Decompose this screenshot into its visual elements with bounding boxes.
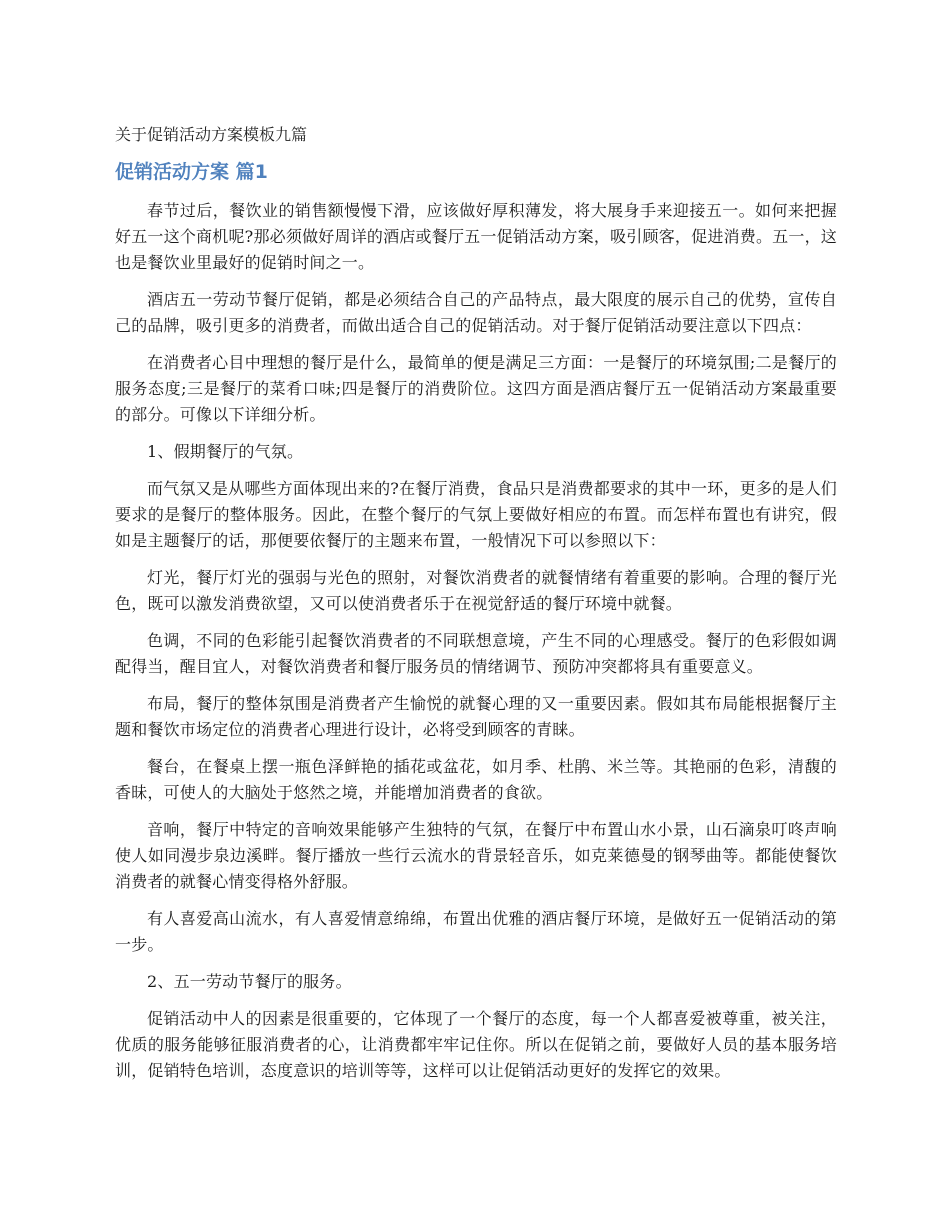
list-heading: 1、假期餐厅的气氛。 [147, 442, 304, 461]
paragraph: 促销活动中人的因素是很重要的，它体现了一个餐厅的态度，每一个人都喜爱被尊重，被关注，优质的服务能够征服消费者的心，让消费都牢牢记住你。所以在促销之前，要做好人员的基本服务培训，促销特色培训，态度意识的培训等等，这样可以让促销活动更好的发挥它的效果。 [115, 1009, 837, 1080]
section-heading-main: 促销活动方案 [115, 161, 230, 183]
paragraph: 色调，不同的色彩能引起餐饮消费者的不同联想意境，产生不同的心理感受。餐厅的色彩假如调配得当，醒目宜人，对餐饮消费者和餐厅服务员的情绪调节、预防冲突都将具有重要意义。 [115, 631, 837, 676]
document-page [115, 122, 837, 1095]
paragraph: 有人喜爱高山流水，有人喜爱情意绵绵，布置出优雅的酒店餐厅环境，是做好五一促销活动的第一步。 [115, 909, 837, 954]
paragraph: 餐台，在餐桌上摆一瓶色泽鲜艳的插花或盆花，如月季、杜鹃、米兰等。其艳丽的色彩，清馥的香昧，可使人的大脑处于悠然之境，并能增加消费者的食欲。 [115, 757, 837, 802]
section-heading-number: 篇1 [235, 161, 268, 183]
list-heading: 2、五一劳动节餐厅的服务。 [147, 972, 352, 991]
paragraph: 布局，餐厅的整体氛围是消费者产生愉悦的就餐心理的又一重要因素。假如其布局能根据餐厅主题和餐饮市场定位的消费者心理进行设计，必将受到顾客的青睐。 [115, 694, 837, 739]
paragraph: 音响，餐厅中特定的音响效果能够产生独特的气氛，在餐厅中布置山水小景，山石滴泉叮咚声响使人如同漫步泉边溪畔。餐厅播放一些行云流水的背景轻音乐，如克莱德曼的钢琴曲等。都能使餐饮消费者的就餐心情变得格外舒服。 [115, 820, 837, 891]
paragraph: 春节过后，餐饮业的销售额慢慢下滑，应该做好厚积薄发，将大展身手来迎接五一。如何来把握好五一这个商机呢?那必须做好周详的酒店或餐厅五一促销活动方案，吸引顾客，促进消费。五一，这也是餐饮业里最好的促销时间之一。 [115, 201, 837, 272]
document-title: 关于促销活动方案模板九篇 [115, 125, 308, 144]
paragraph: 在消费者心目中理想的餐厅是什么，最简单的便是满足三方面：一是餐厅的环境氛围;二是餐厅的服务态度;三是餐厅的菜肴口味;四是餐厅的消费阶位。这四方面是酒店餐厅五一促销活动方案最重要的部分。可像以下详细分析。 [115, 353, 837, 424]
paragraph: 灯光，餐厅灯光的强弱与光色的照射，对餐饮消费者的就餐情绪有着重要的影响。合理的餐厅光色，既可以激发消费欲望，又可以使消费者乐于在视觉舒适的餐厅环境中就餐。 [115, 568, 837, 613]
paragraph: 酒店五一劳动节餐厅促销，都是必须结合自己的产品特点，最大限度的展示自己的优势，宣传自己的品牌，吸引更多的消费者，而做出适合自己的促销活动。对于餐厅促销活动要注意以下四点： [115, 290, 837, 335]
paragraph: 而气氛又是从哪些方面体现出来的?在餐厅消费，食品只是消费都要求的其中一环，更多的是人们要求的是餐厅的整体服务。因此，在整个餐厅的气氛上要做好相应的布置。而怎样布置也有讲究，假如是主题餐厅的话，那便要依餐厅的主题来布置，一般情况下可以参照以下： [115, 479, 837, 550]
section-heading [115, 158, 837, 186]
